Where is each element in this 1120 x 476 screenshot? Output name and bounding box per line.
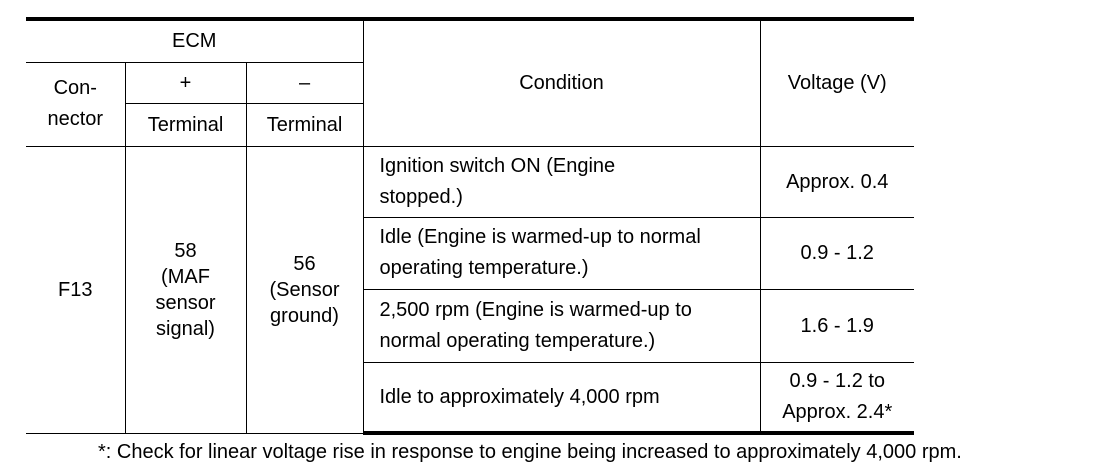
ecm-header: ECM	[26, 19, 363, 62]
connector-header: Con- nector	[26, 62, 125, 146]
terminal-minus-header: Terminal	[246, 103, 363, 146]
footnote: *: Check for linear voltage rise in response to engine being increased to approximately 4,000 rpm.	[98, 441, 962, 463]
voltage-cell: 1.6 - 1.9	[760, 289, 914, 362]
minus-header: –	[246, 62, 363, 103]
plus-header: +	[125, 62, 246, 103]
minus-terminal-cell: 56 (Sensor ground)	[246, 146, 363, 433]
voltage-cell: 0.9 - 1.2 to Approx. 2.4*	[760, 362, 914, 433]
plus-terminal-cell: 58 (MAF sensor signal)	[125, 146, 246, 433]
voltage-cell: 0.9 - 1.2	[760, 217, 914, 289]
connector-cell: F13	[26, 146, 125, 433]
voltage-cell: Approx. 0.4	[760, 146, 914, 217]
condition-cell: Ignition switch ON (Engine stopped.)	[363, 146, 760, 217]
ecm-terminal-table	[26, 17, 914, 435]
condition-cell: Idle (Engine is warmed-up to normal operating temperature.)	[363, 217, 760, 289]
condition-cell: Idle to approximately 4,000 rpm	[363, 362, 760, 433]
condition-cell: 2,500 rpm (Engine is warmed-up to normal operating temperature.)	[363, 289, 760, 362]
voltage-header: Voltage (V)	[760, 19, 914, 146]
terminal-plus-header: Terminal	[125, 103, 246, 146]
condition-header: Condition	[363, 19, 760, 146]
